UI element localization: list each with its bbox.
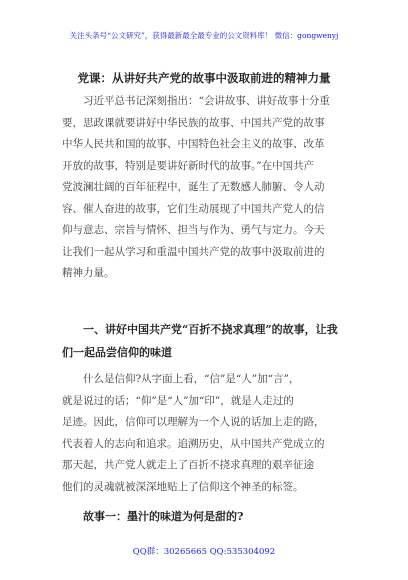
text-line: 党波澜壮阔的百年征程中，诞生了无数感人肺腑、令人动 [62, 181, 325, 193]
text-line: 习近平总书记深刻指出：“会讲故事、讲好故事十分重 [83, 95, 330, 107]
footer-banner: QQ群：30265665 QQ:535304092 [132, 547, 276, 557]
text-line: 足迹。因此，信仰可以理解为一个人说的话加上走的路， [62, 416, 325, 428]
intro-paragraph [62, 91, 352, 285]
text-line: 中华人民共和国的故事、中国特色社会主义的故事、改革 [62, 138, 325, 150]
section-heading [62, 318, 358, 364]
story-heading: 故事一：墨汁的味道为何是甜的? [83, 510, 244, 523]
page-title: 党课：从讲好共产党的故事中汲取前进的精神力量 [77, 71, 331, 85]
text-line: 就是说过的话；“仰”是“人”加“印”，就是人走过的 [62, 394, 294, 407]
text-line: 什么是信仰?从字面上看，“信”是“人”加“言”， [83, 373, 300, 385]
text-line: 要，思政课就要讲好中华民族的故事、中国共产党的故事 [62, 116, 325, 129]
heading-line: 们一起品尝信仰的味道 [62, 346, 172, 359]
section-paragraph [62, 369, 352, 498]
text-line: 开放的故事，特别是要讲好新时代的故事。”在中国共产 [62, 159, 315, 172]
text-line: 仰与意志、宗旨与情怀、担当与作为、勇气与定力。今天 [62, 224, 325, 236]
text-line: 代表着人的志向和追求。追溯历史，从中国共产党成立的 [62, 437, 325, 450]
text-line: 精神力量。 [62, 267, 115, 279]
text-line: 他们的灵魂就被深深地贴上了信仰这个神圣的标签。 [62, 480, 304, 493]
header-banner: 关注头条号“公文研究”，获得最新最全最专业的公文资料库！ 微信：gongwenyj [69, 31, 339, 40]
text-line: 容、催人奋进的故事，它们生动展现了中国共产党人的信 [62, 202, 325, 215]
text-line: 让我们一起从学习和重温中国共产党的故事中汲取前进的 [62, 245, 325, 258]
text-line: 那天起，共产党人就走上了百折不挠求真理的艰辛征途 [62, 459, 314, 471]
heading-line: 一、讲好中国共产党“百折不挠求真理”的故事，让我 [83, 323, 338, 336]
